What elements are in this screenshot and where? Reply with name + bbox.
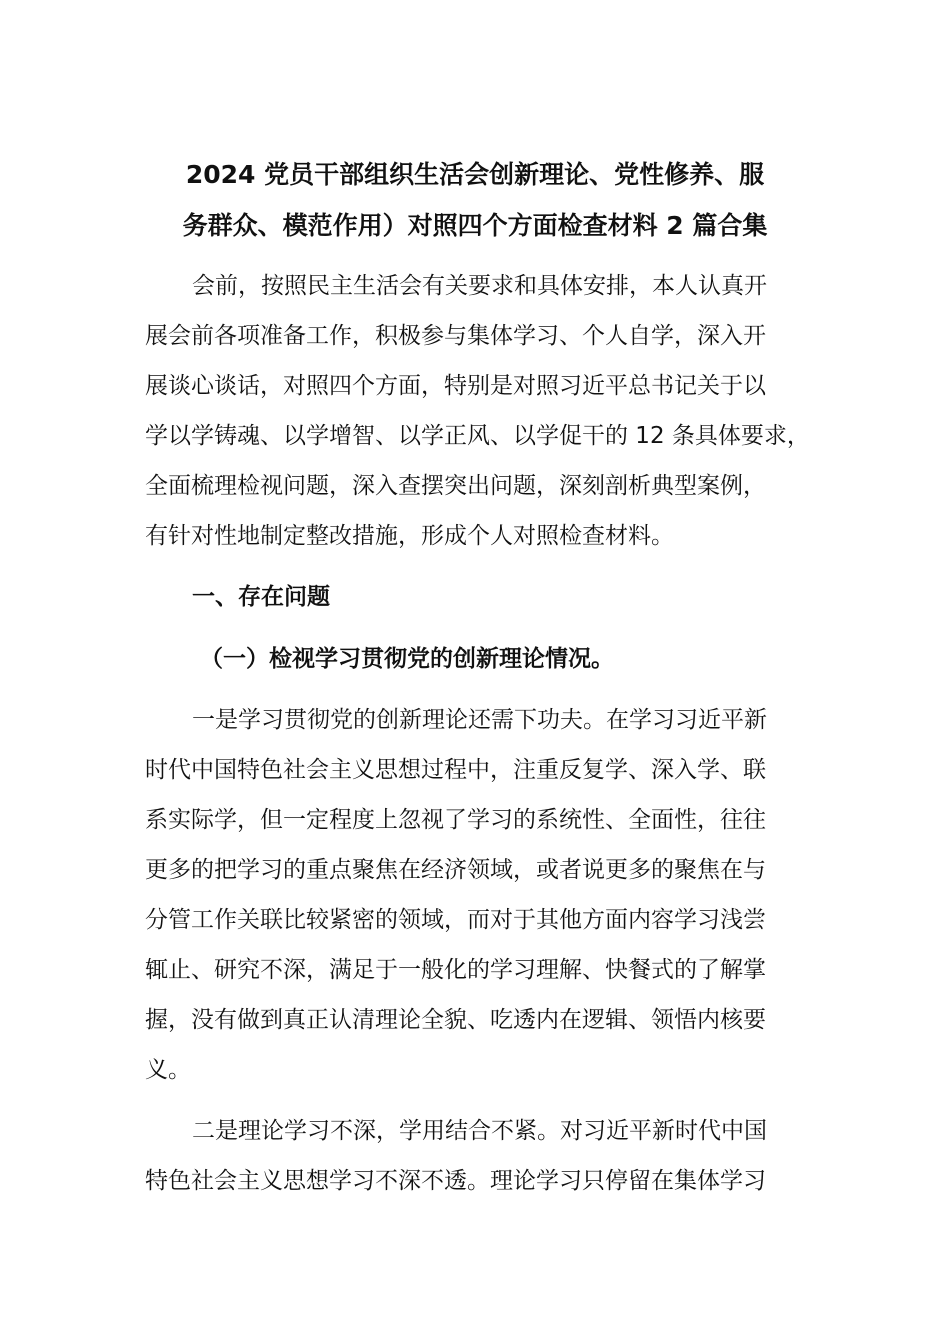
para1-line-4: 更多的把学习的重点聚焦在经济领域，或者说更多的聚焦在与 bbox=[145, 857, 766, 883]
para1-line-6: 辄止、研究不深，满足于一般化的学习理解、快餐式的了解掌 bbox=[145, 957, 766, 983]
para1-line-7: 握，没有做到真正认清理论全貌、吃透内在逻辑、领悟内核要 bbox=[145, 1007, 766, 1033]
intro-line-2: 展会前各项准备工作，积极参与集体学习、个人自学，深入开 bbox=[145, 323, 766, 349]
intro-line-4: 学以学铸魂、以学增智、以学正风、以学促干的 12 条具体要求， bbox=[145, 423, 810, 449]
document-title-line-2: 务群众、模范作用）对照四个方面检查材料 2 篇合集 bbox=[182, 211, 768, 240]
para2-line-1: 二是理论学习不深，学用结合不紧。对习近平新时代中国 bbox=[192, 1118, 767, 1144]
para1-line-2: 时代中国特色社会主义思想过程中，注重反复学、深入学、联 bbox=[145, 757, 766, 783]
intro-line-6: 有针对性地制定整改措施，形成个人对照检查材料。 bbox=[145, 523, 674, 549]
para1-line-3: 系实际学，但一定程度上忽视了学习的系统性、全面性，往往 bbox=[145, 807, 766, 833]
section-heading: 一、存在问题 bbox=[192, 584, 330, 610]
para1-line-8: 义。 bbox=[145, 1057, 191, 1083]
para2-line-2: 特色社会主义思想学习不深不透。理论学习只停留在集体学习 bbox=[145, 1168, 766, 1194]
para1-line-1: 一是学习贯彻党的创新理论还需下功夫。在学习习近平新 bbox=[192, 707, 767, 733]
para1-line-5: 分管工作关联比较紧密的领域，而对于其他方面内容学习浅尝 bbox=[145, 907, 766, 933]
intro-line-5: 全面梳理检视问题，深入查摆突出问题，深刻剖析典型案例， bbox=[145, 473, 766, 499]
intro-line-1: 会前，按照民主生活会有关要求和具体安排，本人认真开 bbox=[192, 273, 767, 299]
intro-line-3: 展谈心谈话，对照四个方面，特别是对照习近平总书记关于以 bbox=[145, 373, 766, 399]
subsection-heading: （一）检视学习贯彻党的创新理论情况。 bbox=[200, 646, 614, 672]
document-title-line-1: 2024 党员干部组织生活会创新理论、党性修养、服 bbox=[185, 160, 765, 189]
